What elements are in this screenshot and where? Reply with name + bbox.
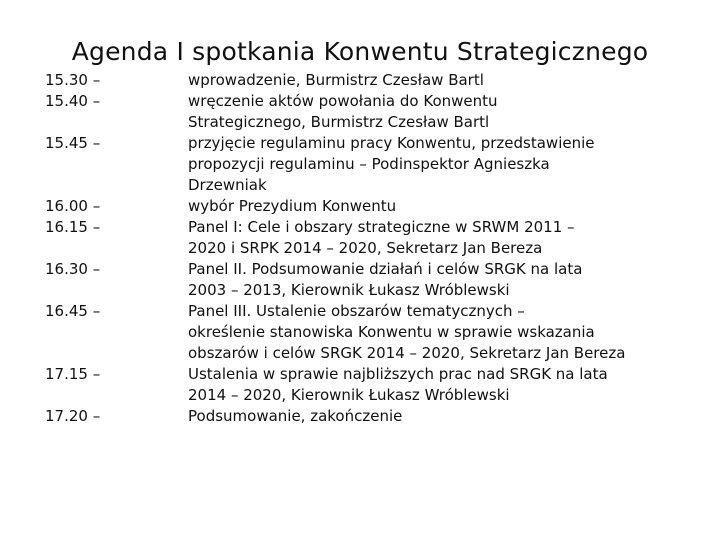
agenda-item — [45, 196, 695, 217]
agenda-item — [45, 364, 695, 406]
agenda-item-time: 17.15 – — [45, 365, 101, 383]
agenda-item-text: przyjęcie regulaminu pracy Konwentu, przedstawienie propozycji regulaminu – Podinspektor Agnieszka Drzewniak — [188, 134, 595, 194]
agenda-item-text: Panel I: Cele i obszary strategiczne w SRWM 2011 – 2020 i SRPK 2014 – 2020, Sekretarz Jan Bereza — [188, 218, 575, 257]
agenda-item-text: Podsumowanie, zakończenie — [188, 407, 403, 425]
agenda-item-text: Panel II. Podsumowanie działań i celów SRGK na lata 2003 – 2013, Kierownik Łukasz Wróblewski — [188, 260, 583, 299]
agenda-item — [45, 91, 695, 133]
agenda-item-time: 16.15 – — [45, 218, 101, 236]
agenda-item — [45, 133, 695, 196]
agenda-item-time: 15.40 – — [45, 92, 101, 110]
agenda-item-time: 16.45 – — [45, 302, 101, 320]
agenda-item-text: wprowadzenie, Burmistrz Czesław Bartl — [188, 71, 484, 89]
agenda-item — [45, 217, 695, 259]
agenda-item-time: 15.45 – — [45, 134, 101, 152]
agenda-item-text: Panel III. Ustalenie obszarów tematycznych – określenie stanowiska Konwentu w sprawie wskazania obszarów i celów SRGK 2014 – 2020, Sekretarz Jan Bereza — [188, 302, 626, 362]
agenda-item-text: wybór Prezydium Konwentu — [188, 197, 397, 215]
page-title: Agenda I spotkania Konwentu Strategicznego — [71, 36, 649, 66]
agenda-item-time: 16.00 – — [45, 197, 101, 215]
agenda-item — [45, 301, 695, 364]
agenda-item-time: 17.20 – — [45, 407, 101, 425]
agenda-item-time: 16.30 – — [45, 260, 101, 278]
agenda-item — [45, 70, 695, 91]
agenda-item-text: wręczenie aktów powołania do Konwentu Strategicznego, Burmistrz Czesław Bartl — [188, 92, 498, 131]
agenda-item-time: 15.30 – — [45, 71, 101, 89]
agenda-item-text: Ustalenia w sprawie najbliższych prac nad SRGK na lata 2014 – 2020, Kierownik Łukasz Wróblewski — [188, 365, 608, 404]
agenda-item — [45, 259, 695, 301]
agenda-item — [45, 406, 695, 427]
agenda-list — [45, 70, 695, 427]
